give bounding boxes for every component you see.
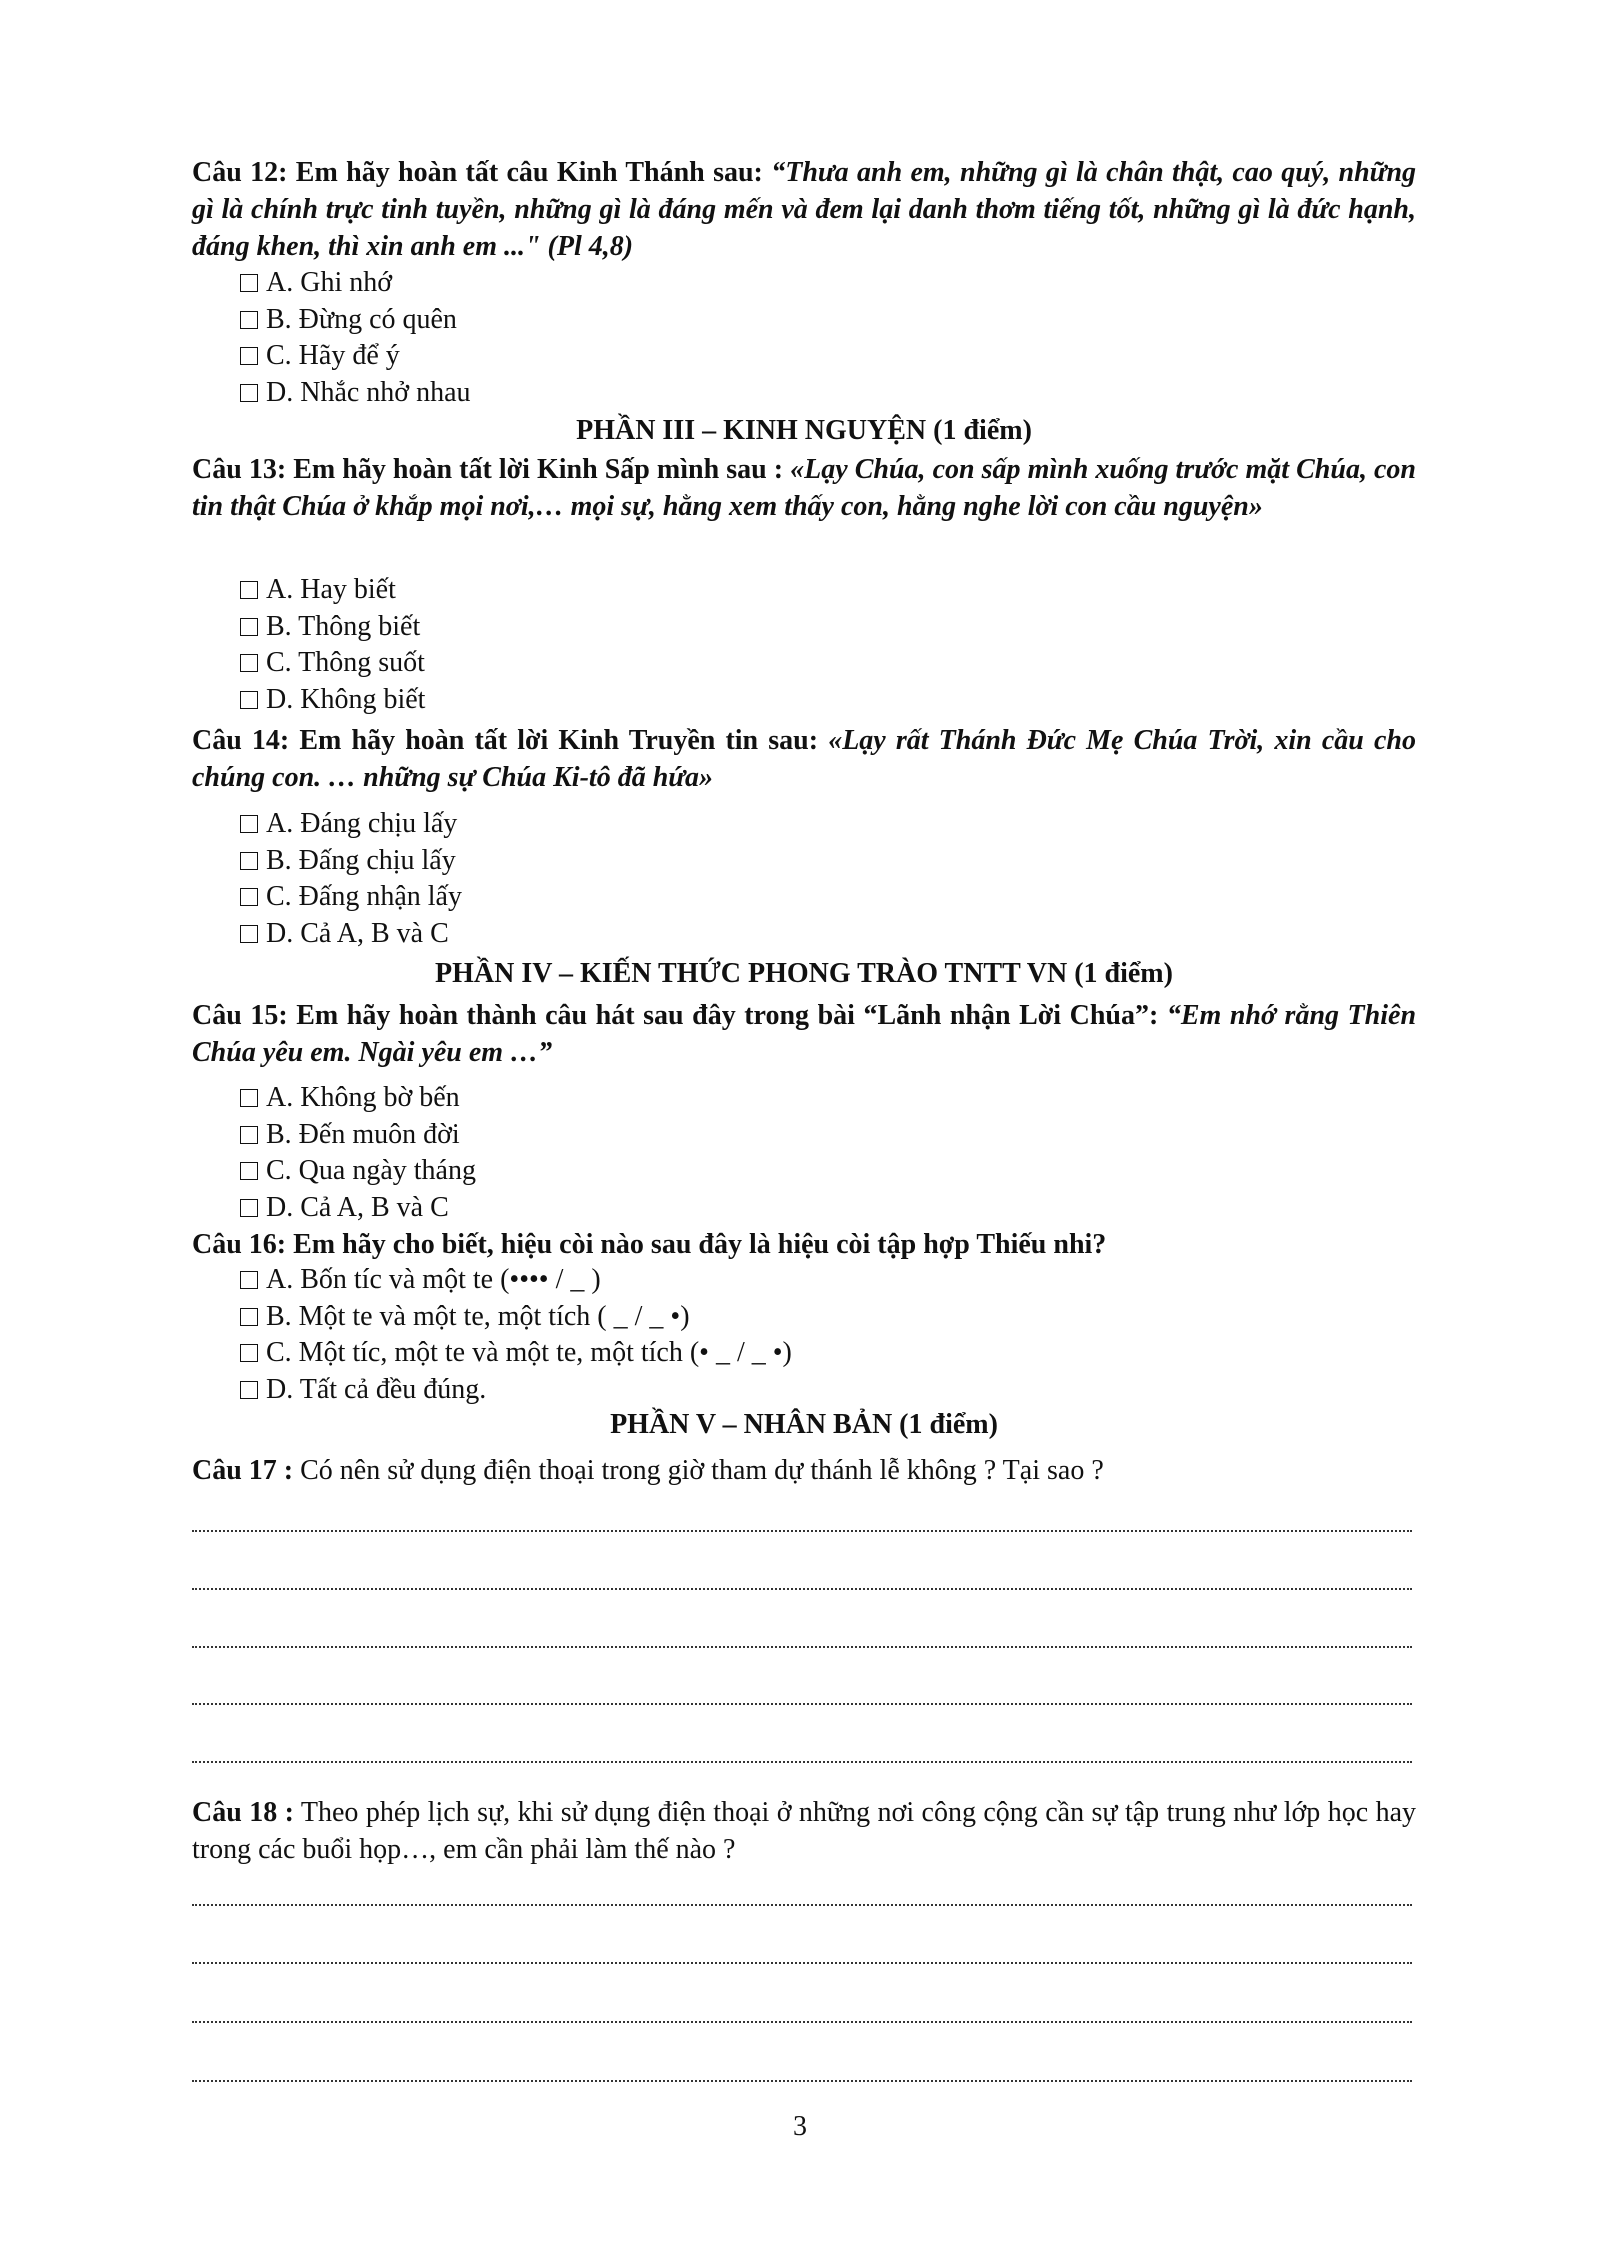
checkbox-icon[interactable] bbox=[240, 815, 258, 833]
question-label: Câu 17 : bbox=[192, 1455, 294, 1486]
option-label: D. Cả A, B và C bbox=[266, 917, 449, 949]
answer-line[interactable] bbox=[192, 2080, 1412, 2082]
answer-line[interactable] bbox=[192, 1703, 1412, 1705]
question-stem: Em hãy hoàn thành câu hát sau đây trong bài “Lãnh nhận Lời Chúa”: bbox=[296, 1000, 1159, 1031]
checkbox-icon[interactable] bbox=[240, 925, 258, 943]
option-b[interactable] bbox=[240, 843, 462, 880]
checkbox-icon[interactable] bbox=[240, 274, 258, 292]
question-16 bbox=[192, 1226, 1416, 1263]
option-b[interactable] bbox=[240, 609, 425, 646]
checkbox-icon[interactable] bbox=[240, 691, 258, 709]
checkbox-icon[interactable] bbox=[240, 618, 258, 636]
checkbox-icon[interactable] bbox=[240, 1271, 258, 1289]
answer-line[interactable] bbox=[192, 2021, 1412, 2023]
option-a[interactable] bbox=[240, 1080, 476, 1117]
question-15-options bbox=[240, 1080, 476, 1226]
question-stem: Em hãy hoàn tất câu Kinh Thánh sau: bbox=[295, 157, 763, 188]
option-label: C. Thông suốt bbox=[266, 647, 425, 678]
question-label: Câu 18 : bbox=[192, 1797, 294, 1828]
option-label: B. Đến muôn đời bbox=[266, 1118, 460, 1150]
option-label: C. Qua ngày tháng bbox=[266, 1155, 476, 1186]
checkbox-icon[interactable] bbox=[240, 311, 258, 329]
question-label: Câu 15: bbox=[192, 1000, 288, 1031]
option-label: B. Đừng có quên bbox=[266, 303, 457, 335]
question-17 bbox=[192, 1452, 1416, 1489]
option-label: C. Một tíc, một te và một te, một tích (• _ / _ •) bbox=[266, 1337, 792, 1368]
question-stem: Em hãy hoàn tất lời Kinh Sấp mình sau : bbox=[293, 454, 784, 485]
question-label: Câu 14: bbox=[192, 725, 290, 756]
question-label: Câu 12: bbox=[192, 157, 288, 188]
question-label: Câu 13: bbox=[192, 454, 287, 485]
section-heading-4: PHẦN IV – KIẾN THỨC PHONG TRÀO TNTT VN (1 điểm) bbox=[435, 958, 1173, 989]
option-c[interactable] bbox=[240, 879, 462, 916]
checkbox-icon[interactable] bbox=[240, 852, 258, 870]
option-label: B. Một te và một te, một tích ( _ / _ •) bbox=[266, 1300, 690, 1332]
option-a[interactable] bbox=[240, 265, 471, 302]
checkbox-icon[interactable] bbox=[240, 1344, 258, 1362]
checkbox-icon[interactable] bbox=[240, 581, 258, 599]
question-12-options bbox=[240, 265, 471, 411]
question-13-options bbox=[240, 572, 425, 718]
option-label: B. Thông biết bbox=[266, 610, 421, 642]
option-label: D. Nhắc nhở nhau bbox=[266, 376, 471, 408]
answer-line[interactable] bbox=[192, 1646, 1412, 1648]
checkbox-icon[interactable] bbox=[240, 1381, 258, 1399]
option-label: A. Ghi nhớ bbox=[266, 267, 393, 298]
option-c[interactable] bbox=[240, 645, 425, 682]
option-d[interactable] bbox=[240, 1190, 476, 1227]
checkbox-icon[interactable] bbox=[240, 1199, 258, 1217]
option-label: A. Đáng chịu lấy bbox=[266, 808, 458, 839]
answer-line[interactable] bbox=[192, 1588, 1412, 1590]
option-a[interactable] bbox=[240, 1262, 792, 1299]
question-stem: Em hãy cho biết, hiệu còi nào sau đây là hiệu còi tập hợp Thiếu nhi? bbox=[293, 1229, 1107, 1260]
answer-line[interactable] bbox=[192, 1904, 1412, 1906]
question-15 bbox=[192, 997, 1416, 1071]
page-number: 3 bbox=[793, 2111, 807, 2142]
question-stem: Em hãy hoàn tất lời Kinh Truyền tin sau: bbox=[299, 725, 819, 756]
checkbox-icon[interactable] bbox=[240, 347, 258, 365]
option-b[interactable] bbox=[240, 1299, 792, 1336]
option-b[interactable] bbox=[240, 1117, 476, 1154]
option-label: D. Cả A, B và C bbox=[266, 1191, 449, 1223]
section-heading-3: PHẦN III – KINH NGUYỆN (1 điểm) bbox=[576, 415, 1032, 446]
checkbox-icon[interactable] bbox=[240, 888, 258, 906]
option-d[interactable] bbox=[240, 682, 425, 719]
option-label: A. Hay biết bbox=[266, 574, 396, 605]
checkbox-icon[interactable] bbox=[240, 1089, 258, 1107]
option-label: B. Đấng chịu lấy bbox=[266, 844, 456, 876]
question-stem: Theo phép lịch sự, khi sử dụng điện thoại ở những nơi công cộng cần sự tập trung như lớp học hay trong các buổi họp…, em cần phải làm thế nào ? bbox=[192, 1797, 1416, 1865]
question-quote: “Thưa anh em, những gì là chân thật, cao quý, những gì là chính trực tinh tuyền, những gì là đáng mến và đem lại danh thơm tiếng tốt, những gì là đức hạnh, đáng khen, thì xin anh em ..." (Pl 4,8) bbox=[192, 157, 1417, 262]
answer-line[interactable] bbox=[192, 1761, 1412, 1763]
question-14-options bbox=[240, 806, 462, 952]
question-stem: Có nên sử dụng điện thoại trong giờ tham dự thánh lễ không ? Tại sao ? bbox=[300, 1455, 1104, 1486]
question-quote: “Em nhớ rằng Thiên Chúa yêu em. Ngài yêu em …” bbox=[192, 1000, 1417, 1068]
section-heading-5: PHẦN V – NHÂN BẢN (1 điểm) bbox=[610, 1409, 998, 1440]
option-label: D. Tất cả đều đúng. bbox=[266, 1373, 487, 1405]
question-16-options bbox=[240, 1262, 792, 1408]
option-label: A. Bốn tíc và một te (•••• / _ ) bbox=[266, 1264, 601, 1295]
answer-line[interactable] bbox=[192, 1962, 1412, 1964]
question-13 bbox=[192, 451, 1416, 525]
checkbox-icon[interactable] bbox=[240, 1126, 258, 1144]
question-14 bbox=[192, 722, 1416, 796]
option-label: C. Đấng nhận lấy bbox=[266, 881, 462, 912]
option-c[interactable] bbox=[240, 338, 471, 375]
option-label: C. Hãy để ý bbox=[266, 340, 400, 371]
checkbox-icon[interactable] bbox=[240, 654, 258, 672]
option-d[interactable] bbox=[240, 916, 462, 953]
option-c[interactable] bbox=[240, 1335, 792, 1372]
checkbox-icon[interactable] bbox=[240, 384, 258, 402]
option-label: D. Không biết bbox=[266, 683, 426, 715]
option-label: A. Không bờ bến bbox=[266, 1082, 460, 1113]
checkbox-icon[interactable] bbox=[240, 1162, 258, 1180]
option-a[interactable] bbox=[240, 806, 462, 843]
question-quote: «Lạy Chúa, con sấp mình xuống trước mặt Chúa, con tin thật Chúa ở khắp mọi nơi,… mọi sự, hằng xem thấy con, hằng nghe lời con cầu nguyện» bbox=[192, 454, 1416, 522]
option-b[interactable] bbox=[240, 302, 471, 339]
question-18 bbox=[192, 1794, 1416, 1868]
answer-line[interactable] bbox=[192, 1530, 1412, 1532]
question-label: Câu 16: bbox=[192, 1229, 287, 1260]
option-d[interactable] bbox=[240, 375, 471, 412]
option-d[interactable] bbox=[240, 1372, 792, 1409]
option-c[interactable] bbox=[240, 1153, 476, 1190]
option-a[interactable] bbox=[240, 572, 425, 609]
checkbox-icon[interactable] bbox=[240, 1308, 258, 1326]
question-quote: «Lạy rất Thánh Đức Mẹ Chúa Trời, xin cầu cho chúng con. … những sự Chúa Ki-tô đã hứa» bbox=[192, 725, 1417, 793]
question-12 bbox=[192, 154, 1416, 265]
